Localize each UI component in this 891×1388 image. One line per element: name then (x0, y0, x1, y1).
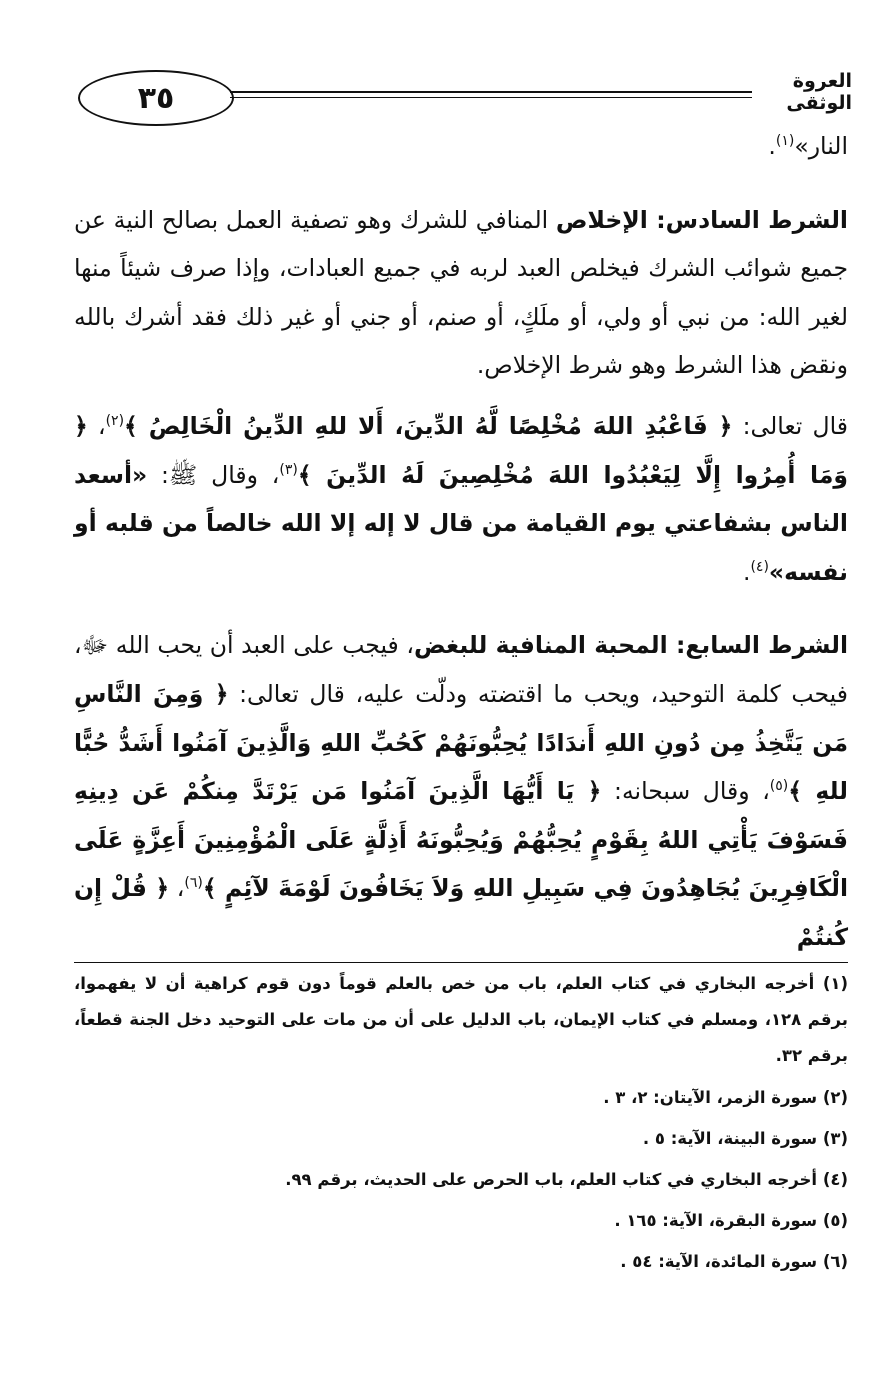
condition-6-text: المنافي للشرك وهو تصفية العمل بصالح النية عن جميع شوائب الشرك فيخلص العبد لربه في جميع العبادات، وإذا صرف شيئاً منها لغير الله: من نبي أو ولي، أو ملَكٍ، أو صنم، أو جني أو غير ذلك فقد أشرك بالله ونقض هذا الشرط وهو شرط الإخلاص. (74, 205, 848, 380)
separator: ، (169, 874, 185, 903)
paragraph-3-intro: قال تعالى: (732, 411, 848, 440)
paragraph-4 (74, 621, 848, 961)
footnote-ref-3: (٣) (279, 461, 298, 478)
footnote-2: (٢) سورة الزمر، الآيتان: ٢، ٣ . (603, 1088, 848, 1107)
quran-verse-maida: ﴿ يَا أَيُّهَا الَّذِينَ آمَنُوا مَن يَرْتَدَّ مِنكُمْ عَن دِينِهِ فَسَوْفَ يَأْتِي اللهُ بِقَوْمٍ يُحِبُّهُمْ وَيُحِبُّونَهُ أَذِلَّةٍ عَلَى الْمُؤْمِنِينَ أَعِزَّةٍ عَلَى الْكَافِرِينَ يُجَاهِدُونَ فِي سَبِيلِ اللهِ وَلاَ يَخَافُونَ لَوْمَةَ لآئِمٍ ﴾ (74, 777, 848, 903)
book-title: العروة الوثقى (786, 70, 852, 114)
separator: ، (87, 411, 106, 440)
paragraph-3-end: . (742, 557, 751, 586)
quran-verse-baqara: ﴿ وَمِنَ النَّاسِ مَن يَتَّخِذُ مِن دُونِ اللهِ أَندَادًا يُحِبُّونَهُمْ كَحُبِّ اللهِ وَالَّذِينَ آمَنُوا أَشَدُّ حُبًّا للهِ ﴾ (74, 679, 849, 806)
paragraph-gap (74, 390, 848, 402)
condition-7-label: الشرط السابع: المحبة المنافية للبغض (414, 631, 849, 660)
footnote-divider (74, 962, 848, 963)
paragraph-3 (74, 402, 848, 596)
footnote-ref-4: (٤) (750, 558, 769, 575)
body-text (74, 122, 848, 962)
footnote-3: (٣) سورة البينة، الآية: ٥ . (642, 1129, 848, 1148)
running-header (70, 64, 852, 130)
paragraph-gap (74, 171, 848, 196)
paragraph-2 (74, 196, 848, 390)
quran-verse-zumar: ﴿ فَاعْبُدِ اللهَ مُخْلِصًا لَّهُ الدِّينَ، أَلا للهِ الدِّينُ الْخَالِصُ ﴾ (124, 411, 733, 440)
footnote-ref-6: (٦) (184, 875, 203, 892)
footnote-5: (٥) سورة البقرة، الآية: ١٦٥ . (614, 1211, 848, 1230)
paragraph-gap (74, 596, 848, 621)
quran-verse-bayyina: ﴿ وَمَا أُمِرُوا إِلَّا لِيَعْبُدُوا اللهَ مُخْلِصِينَ لَهُ الدِّينَ ﴾ (74, 411, 848, 489)
footnote-4: (٤) أخرجه البخاري في كتاب العلم، باب الحرص على الحديث، برقم ٩٩. (285, 1170, 848, 1189)
page-number: ٣٥ (137, 80, 175, 116)
page-number-oval (78, 70, 234, 126)
paragraph-1 (74, 122, 848, 171)
footnote-ref-2: (٢) (105, 413, 125, 430)
footnote-1: (١) أخرجه البخاري في كتاب العلم، باب من خص بالعلم قوماً دون قوم كراهية أن لا يفهموا، برقم ١٢٨، ومسلم في كتاب الإيمان، باب الدليل على أن من مات على التوحيد دخل الجنة قطعاً، برقم ٣٢. (74, 974, 848, 1065)
paragraph-4-mid: ، وقال سبحانه: (601, 777, 770, 806)
footnote-ref-5: (٥) (769, 778, 789, 795)
condition-6-label: الشرط السادس: الإخلاص (555, 205, 848, 234)
footnote-6: (٦) سورة المائدة، الآية: ٥٤ . (620, 1252, 848, 1271)
paragraph-1-text: النار» (794, 132, 848, 160)
condition-7-text: ، فيجب على العبد أن يحب الله ﷻ، فيحب كلمة التوحيد، ويحب ما اقتضته ودلّت عليه، قال تعالى: (74, 631, 848, 708)
paragraph-1-end: . (768, 132, 776, 160)
header-rule-thin (230, 97, 752, 98)
footnote-ref-1: (١) (775, 133, 795, 150)
quran-verse-continued: ﴿ قُلْ إِن كُنتُمْ (74, 874, 848, 951)
footnotes (74, 966, 848, 1279)
header-rule-thick (230, 91, 752, 93)
hadith-text: «أسعد الناس بشفاعتي يوم القيامة من قال لا إله إلا الله خالصاً من قلبه أو نفسه» (74, 460, 848, 586)
paragraph-3-mid: ، وقال ﷺ: (147, 460, 280, 489)
